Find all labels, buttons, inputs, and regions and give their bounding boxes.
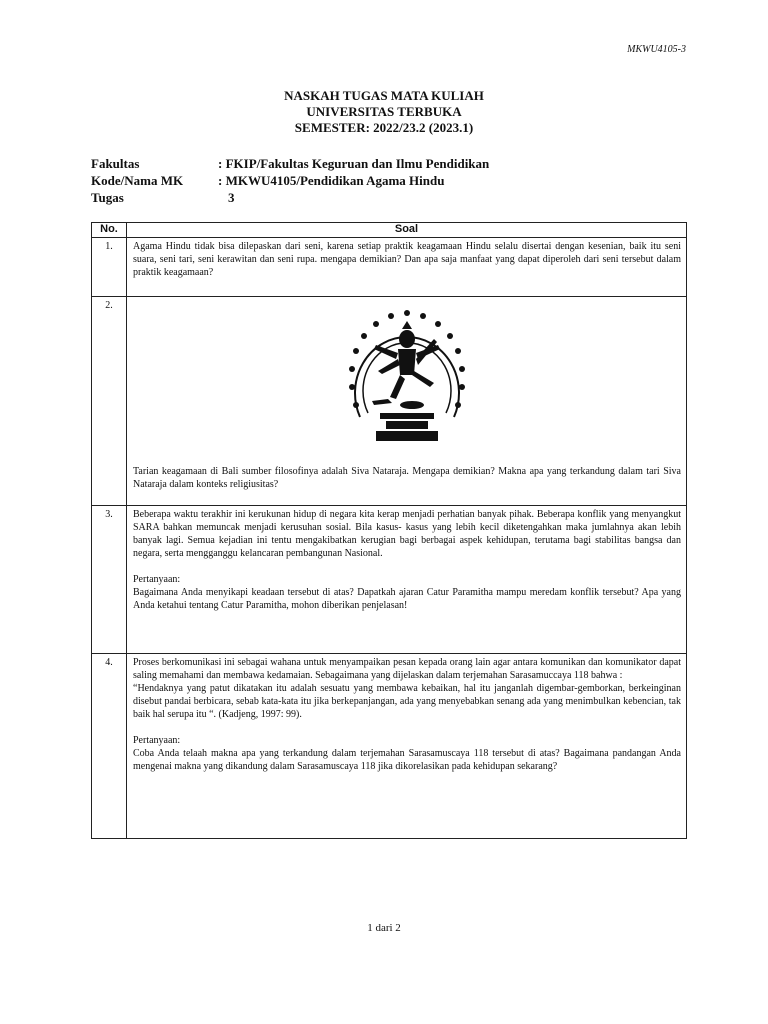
question-4-quote: “Hendaknya yang patut dikatakan itu adalah sesuatu yang membawa kebaikan, hal itu janganlah digembar-gemborkan, berkeinginan disebut pandai berbicara, sebab kata-kata itu jika berkepanjangan, ada yang menyebabkan senang ada yang menimbulkan kebencian, tak baik hal serupa itu “. (Kadjeng, 1997: 99).	[133, 683, 681, 720]
question-1-text: Agama Hindu tidak bisa dilepaskan dari seni, karena setiap praktik keagamaan Hindu selalu disertai dengan kesenian, baik itu seni suara, seni tari, seni kerawitan dan seni rupa. mengapa demikian? Dan apa saja manfaat yang dapat diperoleh dari seni tersebut dalam praktik keagamaan?	[133, 241, 681, 278]
document-title	[0, 88, 768, 136]
nataraja-icon	[342, 309, 472, 451]
tugas-value: 3	[228, 190, 235, 205]
question-3-label: Pertanyaan:	[133, 574, 181, 585]
title-line-1: NASKAH TUGAS MATA KULIAH	[284, 88, 484, 103]
fakultas-label: Fakultas	[91, 156, 140, 171]
table-row	[92, 297, 687, 506]
page-number: 1 dari 2	[367, 922, 401, 934]
table-row	[92, 654, 687, 839]
question-text	[127, 297, 687, 506]
question-text	[127, 654, 687, 839]
question-3-question: Bagaimana Anda menyikapi keadaan tersebut di atas? Dapatkah ajaran Catur Paramitha mampu meredam konflik tersebut? Apa yang Anda ketahui tentang Catur Paramitha, mohon diberikan penjelasan!	[133, 587, 681, 611]
kode-label: Kode/Nama MK	[91, 173, 184, 188]
table-row	[92, 238, 687, 297]
column-header-no: No.	[92, 223, 127, 238]
questions-table	[91, 222, 687, 839]
question-2-text: Tarian keagamaan di Bali sumber filosofinya adalah Siva Nataraja. Mengapa demikian? Makna apa yang terkandung dalam tari Siva Nataraja dalam konteks religiusitas?	[133, 466, 681, 490]
tugas-row	[91, 189, 489, 206]
fakultas-value: : FKIP/Fakultas Keguruan dan Ilmu Pendidikan	[218, 156, 490, 171]
table-row	[92, 506, 687, 654]
table-header-row	[92, 223, 687, 238]
fakultas-row	[91, 155, 489, 172]
title-line-3: SEMESTER: 2022/23.2 (2023.1)	[294, 120, 474, 135]
question-text	[127, 506, 687, 654]
column-header-soal: Soal	[127, 223, 687, 238]
document-code: MKWU4105-3	[627, 44, 686, 55]
title-line-2: UNIVERSITAS TERBUKA	[306, 104, 462, 119]
question-4-text: Proses berkomunikasi ini sebagai wahana untuk menyampaikan pesan kepada orang lain agar antara komunikan dan komunikator dapat saling memahami dan membawa kedamaian. Sebagaimana yang dijelaskan dalam terjemahan Sarasamuccaya 118 bahwa :	[133, 657, 681, 681]
question-4-question: Coba Anda telaah makna apa yang terkandung dalam terjemahan Sarasamuscaya 118 tersebut di atas? Bagaimana pandangan Anda mengenai makna yang dikandung dalam Sarasamuscaya 118 jika dikorelasikan pada kehidupan sekarang?	[133, 748, 681, 772]
question-3-text: Beberapa waktu terakhir ini kerukunan hidup di negara kita kerap menjadi perhatian banyak pihak. Beberapa konflik yang menyangkut SARA bahkan memuncak menjadi kerusuhan sosial. Bila kasus- kasus yang lebih kecil diketengahkan maka jumlahnya akan lebih banyak lagi. Semua kejadian ini tentu mengakibatkan kerugian bagi berbagai aspek kehidupan, terutama bagi stabilitas bangsa dan negara, serta mengganggu kelancaran pembangunan Nasional.	[133, 509, 681, 559]
tugas-label: Tugas	[91, 190, 124, 205]
kode-row	[91, 172, 489, 189]
course-info	[91, 155, 489, 206]
question-number: 1.	[92, 238, 127, 297]
kode-value: : MKWU4105/Pendidikan Agama Hindu	[218, 173, 445, 188]
siva-nataraja-image	[133, 299, 681, 459]
question-number: 4.	[92, 654, 127, 839]
question-number: 3.	[92, 506, 127, 654]
question-text	[127, 238, 687, 297]
question-4-label: Pertanyaan:	[133, 735, 181, 746]
question-number: 2.	[92, 297, 127, 506]
